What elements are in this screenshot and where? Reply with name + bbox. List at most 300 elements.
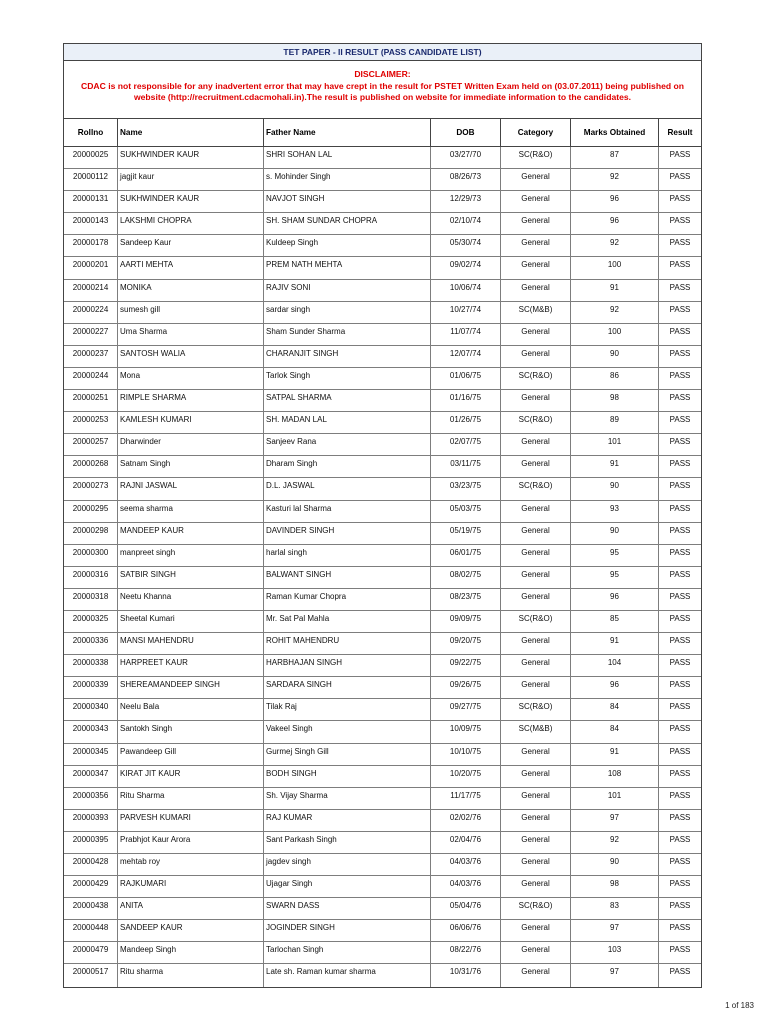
table-row [64,302,701,324]
dob-cell: 03/11/75 [431,456,501,477]
dob-cell: 05/19/75 [431,523,501,544]
dob-cell: 10/09/75 [431,721,501,742]
result-cell: PASS [669,415,691,425]
table-row [64,589,701,611]
marks-cell: 86 [571,368,659,389]
name-cell: Dharwinder [118,434,264,455]
dob-cell: 09/20/75 [431,633,501,654]
rollno-cell: 20000356 [64,788,118,809]
marks-cell: 97 [571,920,659,941]
result-cell: PASS [669,326,691,336]
marks-cell: 90 [571,346,659,367]
col-header-marks: Marks Obtained [571,119,659,146]
rollno-cell: 20000025 [64,147,118,168]
dob-cell: 09/09/75 [431,611,501,632]
col-header-category: Category [501,119,571,146]
result-cell: PASS [669,923,691,933]
marks-cell: 100 [571,324,659,345]
father-name-cell: Sanjeev Rana [264,434,431,455]
dob-cell: 08/22/76 [431,942,501,963]
marks-cell: 93 [571,501,659,522]
name-cell: Pawandeep Gill [118,744,264,765]
name-cell: Sheetal Kumari [118,611,264,632]
result-cell: PASS [669,547,691,557]
dob-cell: 01/06/75 [431,368,501,389]
result-cell: PASS [669,393,691,403]
marks-cell: 84 [571,699,659,720]
table-row [64,766,701,788]
name-cell: Uma Sharma [118,324,264,345]
marks-cell: 91 [571,456,659,477]
marks-cell: 101 [571,788,659,809]
table-row [64,412,701,434]
name-cell: Neetu Khanna [118,589,264,610]
result-cell: PASS [669,945,691,955]
father-name-cell: s. Mohinder Singh [264,169,431,190]
dob-cell: 12/07/74 [431,346,501,367]
marks-cell: 95 [571,545,659,566]
name-cell: Neelu Bala [118,699,264,720]
category-cell: General [501,523,571,544]
result-cell: PASS [669,238,691,248]
name-cell: sumesh gill [118,302,264,323]
dob-cell: 10/06/74 [431,280,501,301]
dob-cell: 05/04/76 [431,898,501,919]
category-cell: General [501,324,571,345]
category-cell: General [501,501,571,522]
category-cell: General [501,390,571,411]
category-cell: General [501,346,571,367]
rollno-cell: 20000295 [64,501,118,522]
marks-cell: 103 [571,942,659,963]
table-row [64,235,701,257]
dob-cell: 03/27/70 [431,147,501,168]
rollno-cell: 20000325 [64,611,118,632]
marks-cell: 85 [571,611,659,632]
col-header-dob: DOB [431,119,501,146]
father-name-cell: CHARANJIT SINGH [264,346,431,367]
category-cell: General [501,169,571,190]
father-name-cell: SATPAL SHARMA [264,390,431,411]
dob-cell: 09/22/75 [431,655,501,676]
category-cell: General [501,191,571,212]
name-cell: Santokh Singh [118,721,264,742]
table-row [64,699,701,721]
table-row [64,876,701,898]
rollno-cell: 20000345 [64,744,118,765]
table-row [64,346,701,368]
result-cell: PASS [669,879,691,889]
result-cell: PASS [669,857,691,866]
category-cell: SC(M&B) [501,302,571,323]
marks-cell: 87 [571,147,659,168]
category-cell: General [501,633,571,654]
table-row [64,744,701,766]
name-cell: Mandeep Singh [118,942,264,963]
category-cell: General [501,832,571,853]
rollno-cell: 20000143 [64,213,118,234]
rollno-cell: 20000340 [64,699,118,720]
category-cell: General [501,589,571,610]
table-row [64,280,701,302]
father-name-cell: HARBHAJAN SINGH [264,655,431,676]
rollno-cell: 20000318 [64,589,118,610]
rollno-cell: 20000131 [64,191,118,212]
name-cell: Ritu sharma [118,964,264,986]
table-row [64,191,701,213]
category-cell: General [501,744,571,765]
name-cell: jagjit kaur [118,169,264,190]
table-row [64,523,701,545]
dob-cell: 06/06/76 [431,920,501,941]
result-cell: PASS [669,194,691,204]
father-name-cell: Dharam Singh [264,456,431,477]
name-cell: KAMLESH KUMARI [118,412,264,433]
result-cell: PASS [669,481,691,491]
rollno-cell: 20000448 [64,920,118,941]
dob-cell: 02/02/76 [431,810,501,831]
category-cell: General [501,567,571,588]
table-row [64,324,701,346]
father-name-cell: Tarlok Singh [264,368,431,389]
result-cell: PASS [669,437,691,447]
result-cell: PASS [669,658,691,668]
rollno-cell: 20000429 [64,876,118,897]
rollno-cell: 20000338 [64,655,118,676]
father-name-cell: Mr. Sat Pal Mahla [264,611,431,632]
marks-cell: 91 [571,744,659,765]
table-row [64,964,701,986]
table-row [64,390,701,412]
father-name-cell: JOGINDER SINGH [264,920,431,941]
name-cell: MANSI MAHENDRU [118,633,264,654]
col-header-name: Name [118,119,264,146]
result-cell: PASS [669,569,691,579]
rollno-cell: 20000339 [64,677,118,698]
disclaimer-text: CDAC is not responsible for any inadvertent error that may have crept in the result for PSTET Written Exam held on (03.07.2011) being published on website (http://recruitment.cdacmohali.in).The result is published on website for immediate information to the candidates. [81,80,684,102]
marks-cell: 92 [571,832,659,853]
marks-cell: 96 [571,191,659,212]
table-body [64,147,701,987]
name-cell: MONIKA [118,280,264,301]
rollno-cell: 20000298 [64,523,118,544]
result-table-frame [63,43,702,988]
col-header-father-name: Father Name [264,119,431,146]
father-name-cell: harlal singh [264,545,431,566]
father-name-cell: Sant Parkash Singh [264,832,431,853]
table-row [64,368,701,390]
rollno-cell: 20000300 [64,545,118,566]
marks-cell: 92 [571,302,659,323]
dob-cell: 05/03/75 [431,501,501,522]
father-name-cell: Sh. Vijay Sharma [264,788,431,809]
marks-cell: 97 [571,964,659,986]
rollno-cell: 20000517 [64,964,118,986]
rollno-cell: 20000224 [64,302,118,323]
name-cell: Sandeep Kaur [118,235,264,256]
table-row [64,567,701,589]
category-cell: General [501,456,571,477]
father-name-cell: DAVINDER SINGH [264,523,431,544]
col-header-rollno: Rollno [64,119,118,146]
table-row [64,832,701,854]
table-row [64,810,701,832]
name-cell: Satnam Singh [118,456,264,477]
table-row [64,169,701,191]
category-cell: General [501,876,571,897]
category-cell: General [501,545,571,566]
marks-cell: 101 [571,434,659,455]
result-cell: PASS [669,702,691,712]
rollno-cell: 20000316 [64,567,118,588]
name-cell: Ritu Sharma [118,788,264,809]
marks-cell: 92 [571,169,659,190]
name-cell: AARTI MEHTA [118,257,264,278]
category-cell: General [501,964,571,986]
table-row [64,633,701,655]
dob-cell: 01/16/75 [431,390,501,411]
result-cell: PASS [669,216,691,226]
rollno-cell: 20000273 [64,478,118,499]
father-name-cell: sardar singh [264,302,431,323]
dob-cell: 03/23/75 [431,478,501,499]
result-cell: PASS [669,370,691,380]
rollno-cell: 20000237 [64,346,118,367]
name-cell: RAJNI JASWAL [118,478,264,499]
table-row [64,898,701,920]
table-row [64,655,701,677]
result-cell: PASS [669,901,691,911]
table-row [64,501,701,523]
dob-cell: 09/27/75 [431,699,501,720]
marks-cell: 96 [571,677,659,698]
father-name-cell: jagdev singh [264,854,431,875]
marks-cell: 104 [571,655,659,676]
dob-cell: 06/01/75 [431,545,501,566]
category-cell: General [501,257,571,278]
father-name-cell: Sham Sunder Sharma [264,324,431,345]
dob-cell: 08/26/73 [431,169,501,190]
category-cell: SC(R&O) [501,368,571,389]
dob-cell: 04/03/76 [431,854,501,875]
category-cell: SC(R&O) [501,147,571,168]
rollno-cell: 20000268 [64,456,118,477]
marks-cell: 108 [571,766,659,787]
father-name-cell: Raman Kumar Chopra [264,589,431,610]
dob-cell: 10/27/74 [431,302,501,323]
table-row [64,213,701,235]
name-cell: SUKHWINDER KAUR [118,147,264,168]
father-name-cell: Vakeel Singh [264,721,431,742]
table-row [64,478,701,500]
rollno-cell: 20000343 [64,721,118,742]
dob-cell: 11/17/75 [431,788,501,809]
result-cell: PASS [669,613,691,623]
name-cell: Prabhjot Kaur Arora [118,832,264,853]
dob-cell: 09/26/75 [431,677,501,698]
marks-cell: 98 [571,390,659,411]
father-name-cell: RAJIV SONI [264,280,431,301]
result-cell: PASS [669,790,691,800]
name-cell: SATBIR SINGH [118,567,264,588]
result-cell: PASS [669,768,691,778]
marks-cell: 95 [571,567,659,588]
result-cell: PASS [669,680,691,690]
result-cell: PASS [669,304,691,314]
father-name-cell: Kuldeep Singh [264,235,431,256]
name-cell: KIRAT JIT KAUR [118,766,264,787]
result-cell: PASS [669,636,691,646]
marks-cell: 84 [571,721,659,742]
name-cell: SUKHWINDER KAUR [118,191,264,212]
name-cell: SHEREAMANDEEP SINGH [118,677,264,698]
dob-cell: 12/29/73 [431,191,501,212]
dob-cell: 05/30/74 [431,235,501,256]
father-name-cell: Ujagar Singh [264,876,431,897]
disclaimer-heading: DISCLAIMER: [354,69,411,79]
marks-cell: 96 [571,589,659,610]
rollno-cell: 20000438 [64,898,118,919]
father-name-cell: Tarlochan Singh [264,942,431,963]
name-cell: MANDEEP KAUR [118,523,264,544]
father-name-cell: ROHIT MAHENDRU [264,633,431,654]
page-title: TET PAPER - II RESULT (PASS CANDIDATE LIST) [64,44,701,61]
rollno-cell: 20000227 [64,324,118,345]
marks-cell: 83 [571,898,659,919]
result-cell: PASS [669,834,691,844]
name-cell: RIMPLE SHARMA [118,390,264,411]
rollno-cell: 20000244 [64,368,118,389]
name-cell: mehtab roy [118,854,264,875]
category-cell: General [501,942,571,963]
category-cell: SC(R&O) [501,412,571,433]
result-cell: PASS [669,150,691,159]
table-row [64,854,701,876]
rollno-cell: 20000178 [64,235,118,256]
father-name-cell: Gurmej Singh Gill [264,744,431,765]
rollno-cell: 20000112 [64,169,118,190]
rollno-cell: 20000201 [64,257,118,278]
table-row [64,677,701,699]
dob-cell: 10/20/75 [431,766,501,787]
father-name-cell: NAVJOT SINGH [264,191,431,212]
father-name-cell: Kasturi lal Sharma [264,501,431,522]
result-cell: PASS [669,967,691,977]
dob-cell: 02/04/76 [431,832,501,853]
table-row [64,456,701,478]
table-row [64,611,701,633]
father-name-cell: SHRI SOHAN LAL [264,147,431,168]
rollno-cell: 20000395 [64,832,118,853]
category-cell: General [501,677,571,698]
result-cell: PASS [669,591,691,601]
result-cell: PASS [669,348,691,358]
table-row [64,257,701,279]
name-cell: HARPREET KAUR [118,655,264,676]
dob-cell: 09/02/74 [431,257,501,278]
table-row [64,434,701,456]
dob-cell: 11/07/74 [431,324,501,345]
marks-cell: 92 [571,235,659,256]
result-cell: PASS [669,459,691,469]
father-name-cell: SARDARA SINGH [264,677,431,698]
category-cell: General [501,655,571,676]
table-row [64,545,701,567]
father-name-cell: SH. SHAM SUNDAR CHOPRA [264,213,431,234]
table-row [64,942,701,964]
marks-cell: 90 [571,478,659,499]
category-cell: SC(R&O) [501,478,571,499]
father-name-cell: SWARN DASS [264,898,431,919]
dob-cell: 04/03/76 [431,876,501,897]
rollno-cell: 20000336 [64,633,118,654]
category-cell: General [501,280,571,301]
table-header [64,119,701,147]
name-cell: ANITA [118,898,264,919]
table-row [64,147,701,169]
marks-cell: 91 [571,280,659,301]
rollno-cell: 20000479 [64,942,118,963]
rollno-cell: 20000393 [64,810,118,831]
result-cell: PASS [669,260,691,270]
father-name-cell: BALWANT SINGH [264,567,431,588]
table-row [64,920,701,942]
marks-cell: 98 [571,876,659,897]
name-cell: RAJKUMARI [118,876,264,897]
table-row [64,721,701,743]
marks-cell: 91 [571,633,659,654]
category-cell: General [501,854,571,875]
page-number: 1 of 183 [725,1001,754,1010]
marks-cell: 100 [571,257,659,278]
father-name-cell: BODH SINGH [264,766,431,787]
dob-cell: 02/10/74 [431,213,501,234]
category-cell: General [501,920,571,941]
rollno-cell: 20000253 [64,412,118,433]
col-header-result: Result [667,128,693,137]
name-cell: seema sharma [118,501,264,522]
marks-cell: 96 [571,213,659,234]
category-cell: General [501,235,571,256]
father-name-cell: D.L. JASWAL [264,478,431,499]
marks-cell: 90 [571,523,659,544]
dob-cell: 08/23/75 [431,589,501,610]
rollno-cell: 20000251 [64,390,118,411]
rollno-cell: 20000214 [64,280,118,301]
dob-cell: 08/02/75 [431,567,501,588]
result-cell: PASS [669,172,691,182]
disclaimer-block [64,61,701,119]
result-cell: PASS [669,812,691,822]
category-cell: SC(R&O) [501,699,571,720]
dob-cell: 10/10/75 [431,744,501,765]
rollno-cell: 20000347 [64,766,118,787]
dob-cell: 10/31/76 [431,964,501,986]
category-cell: General [501,766,571,787]
dob-cell: 02/07/75 [431,434,501,455]
category-cell: General [501,434,571,455]
name-cell: SANDEEP KAUR [118,920,264,941]
result-cell: PASS [669,503,691,513]
category-cell: SC(R&O) [501,898,571,919]
category-cell: General [501,213,571,234]
rollno-cell: 20000428 [64,854,118,875]
name-cell: manpreet singh [118,545,264,566]
category-cell: General [501,810,571,831]
marks-cell: 89 [571,412,659,433]
name-cell: SANTOSH WALIA [118,346,264,367]
father-name-cell: RAJ KUMAR [264,810,431,831]
